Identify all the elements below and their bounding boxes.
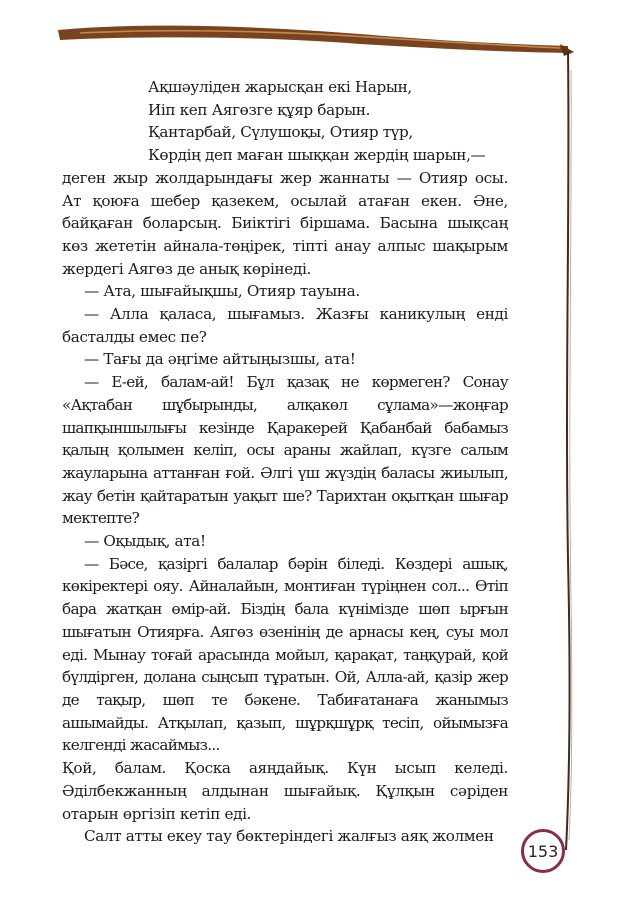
verse-line: Иіп кеп Аягөзге құяр барын.	[148, 100, 371, 119]
paragraph: Қой, балам. Қоска аяңдайық. Күн ысып келеді. Әділбекжанның алдынан шығайық. Құлқын сәріден отарын өргізіп кетіп еді.	[62, 759, 508, 823]
paragraph: — Тағы да әңгіме айтыңызшы, ата!	[84, 350, 356, 369]
paragraph: деген жыр жолдарындағы жер жаннаты — Отияр осы. Ат қоюға шебер қазекем, осылай атаған екен. Әне, байқаған боларсың. Биіктігі біршама. Басына шықсаң көз жететін айнала-төңірек, тіпті анау алпыс шақырым жердегі Аягөз де анық көрінеді.	[62, 168, 508, 278]
paragraph: — Ата, шығайықшы, Отияр тауына.	[84, 282, 360, 301]
paragraph: — Оқыдық, ата!	[84, 532, 206, 551]
paragraph: Салт атты екеу тау бөктеріндегі жалғыз аяқ жолмен	[84, 827, 494, 846]
frame-top-end	[560, 44, 574, 56]
paragraph: — Алла қаласа, шығамыз. Жазғы каникулың енді басталды емес пе?	[62, 305, 508, 346]
frame-top-stroke	[58, 26, 568, 53]
verse-line: Ақшәуліден жарысқан екі Нарын,	[148, 78, 412, 96]
verse-line: Көрдің деп маған шыққан жердің шарын,—	[148, 146, 486, 165]
paragraph: — Бәсе, қазіргі балалар бәрін біледі. Көздері ашық, көкіректері ояу. Айналайын, монтиған түріңнен сол... Өтіп бара жатқан өмір-ай. Біздің бала күнімізде шөп ырғын шығатын Отиярға. Аягөз өзенінің де арнасы кең, суы мол еді. Мынау тоғай арасында мойыл, қарақат, таңқурай, қой бүлдірген, долана сыңсып тұратын. Ой, Алла-ай, қазір жер де тақыр, шөп те бәкене. Табиғатанаға жанымыз ашымайды. Атқылап, қазып, шұрқшұрқ тесіп, ойымызға келгенді жасаймыз...	[62, 554, 508, 755]
page-text	[62, 76, 508, 848]
page-number: 153	[521, 829, 565, 873]
paragraph: — Е-ей, балам-ай! Бұл қазақ не көрмеген? Сонау «Ақтабан шұбырынды, алқакөл сұлама»—жоңғар шапқыншылығы кезінде Қаракерей Қабанбай бабамыз қалың қолымен келіп, осы араны жайлап, күзге салым жауларына аттанған ғой. Әлгі үш жүздің баласы жиылып, жау бетін қайтаратын уақыт ше? Тарихтан оқытқан шығар мектепте?	[62, 373, 508, 528]
frame-right-line	[566, 52, 569, 850]
verse-line: Қантарбай, Сүлушоқы, Отияр түр,	[148, 123, 413, 142]
